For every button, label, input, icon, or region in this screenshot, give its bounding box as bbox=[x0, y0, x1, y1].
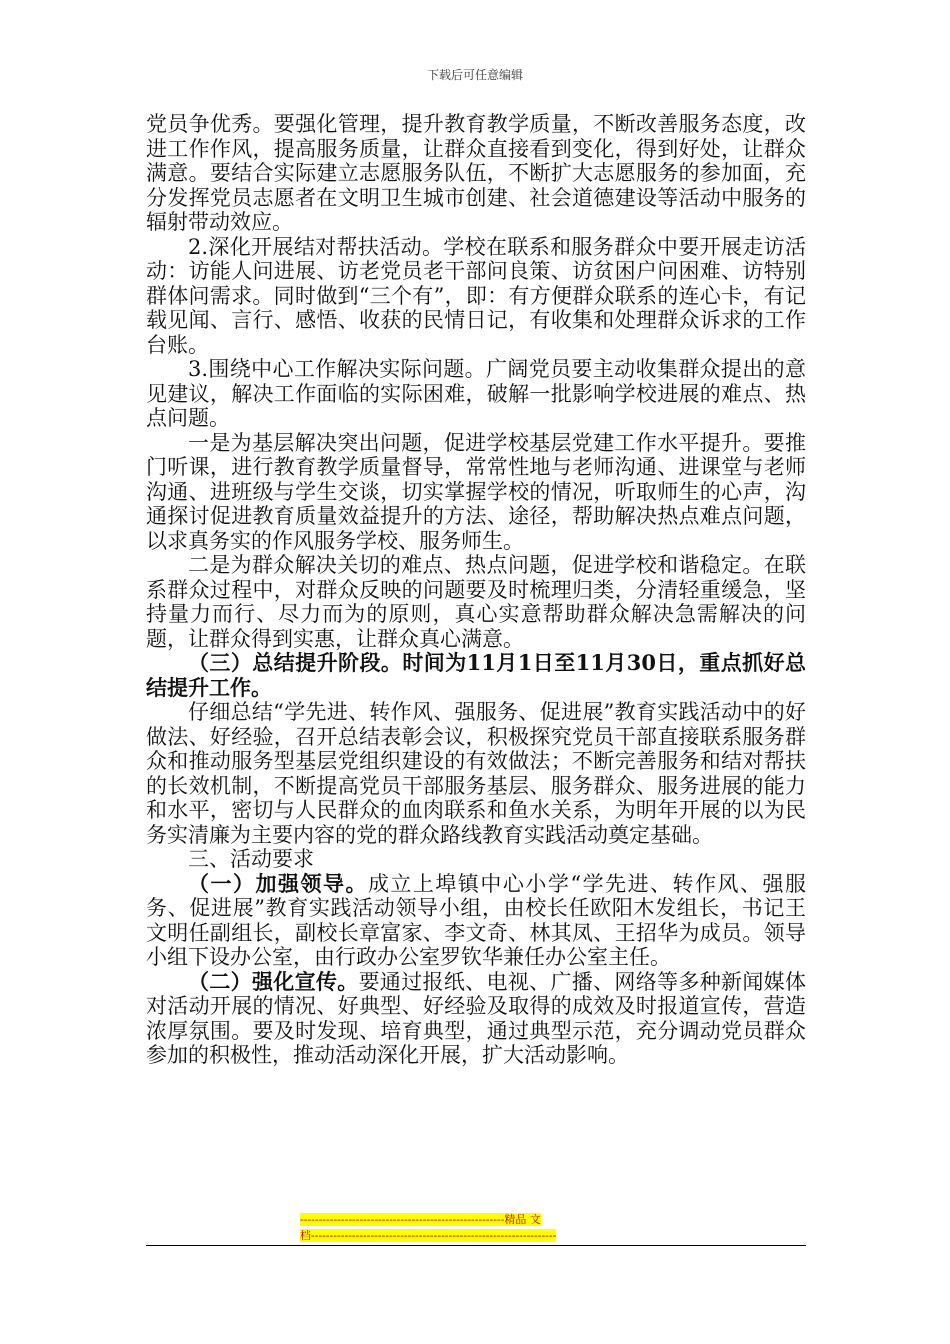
paragraph: 2.深化开展结对帮扶活动。学校在联系和服务群众中要开展走访活动：访能人问进展、访老党员老干部问良策、访贫困户问困难、访特别群体问需求。同时做到“三个有”，即：有方便群众联系的连心卡，有记载见闻、言行、感悟、收获的民情日记，有收集和处理群众诉求的工作台账。 bbox=[146, 234, 806, 357]
paragraph: 3.围绕中心工作解决实际问题。广阔党员要主动收集群众提出的意见建议，解决工作面临的实际困难，破解一批影响学校进展的难点、热点问题。 bbox=[146, 357, 806, 430]
section-heading: 三、活动要求 bbox=[188, 847, 314, 871]
paragraph-text: 要通过报纸、电视、广播、网络等多种新闻媒体对活动开展的情况、好典型、好经验及取得的成效及时报道宣传，营造浓厚氛围。要及时发现、培育典型，通过典型示范，充分调动党员群众参加的积极性，推动活动深化开展，扩大活动影响。 bbox=[146, 969, 807, 1067]
document-body bbox=[146, 112, 806, 1068]
paragraph: 一是为基层解决突出问题，促进学校基层党建工作水平提升。要推门听课，进行教育教学质量督导，常常性地与老师沟通、进课堂与老师沟通、进班级与学生交谈，切实掌握学校的情况，听取师生的心声，沟通探讨促进教育质量效益提升的方法、途径，帮助解决热点难点问题，以求真务实的作风服务学校、服务师生。 bbox=[146, 430, 806, 553]
paragraph bbox=[146, 872, 806, 970]
footer-line: 档------------------------------------------------------------------ bbox=[300, 1229, 557, 1242]
paragraph: 仔细总结“学先进、转作风、强服务、促进展”教育实践活动中的好做法、好经验，召开总结表彰会议，积极探究党员干部直接联系服务群众和推动服务型基层党组织建设的有效做法；不断完善服务和结对帮扶的长效机制，不断提高党员干部服务基层、服务群众、服务进展的能力和水平，密切与人民群众的血肉联系和鱼水关系，为明年开展的以为民务实清廉为主要内容的党的群众路线教育实践活动奠定基础。 bbox=[146, 700, 806, 847]
page-footer bbox=[300, 1212, 645, 1244]
paragraph bbox=[146, 970, 806, 1068]
page-header: 下载后可任意编辑 bbox=[426, 68, 523, 82]
paragraph: 党员争优秀。要强化管理，提升教育教学质量，不断改善服务态度，改进工作作风，提高服务质量，让群众直接看到变化，得到好处，让群众满意。要结合实际建立志愿服务队伍，不断扩大志愿服务的参加面，充分发挥党员志愿者在文明卫生城市创建、社会道德建设等活动中服务的辐射带动效应。 bbox=[146, 112, 806, 234]
paragraph: 二是为群众解决关切的难点、热点问题，促进学校和谐稳定。在联系群众过程中，对群众反映的问题要及时梳理归类，分清轻重缓急，坚持量力而行、尽力而为的原则，真心实意帮助群众解决急需解决的问题，让群众得到实惠，让群众真心满意。 bbox=[146, 553, 806, 651]
paragraph-text: 成立上埠镇中心小学“学先进、转作风、强服务、促进展”教育实践活动领导小组，由校长任欧阳木发组长，书记王文明任副组长，副校长章富家、李文奇、林其凤、王招华为成员。领导小组下设办公室，由行政办公室罗钦华兼任办公室主任。 bbox=[146, 871, 807, 969]
footer-rule bbox=[146, 1245, 806, 1246]
section-heading: （三）总结提升阶段。时间为11月1日至11月30日，重点抓好总结提升工作。 bbox=[146, 650, 806, 700]
subheading: （一）加强领导。 bbox=[188, 870, 368, 896]
subheading: （二）强化宣传。 bbox=[188, 968, 359, 994]
footer-line: -------------------------------------------------------精品 文 bbox=[300, 1213, 541, 1226]
